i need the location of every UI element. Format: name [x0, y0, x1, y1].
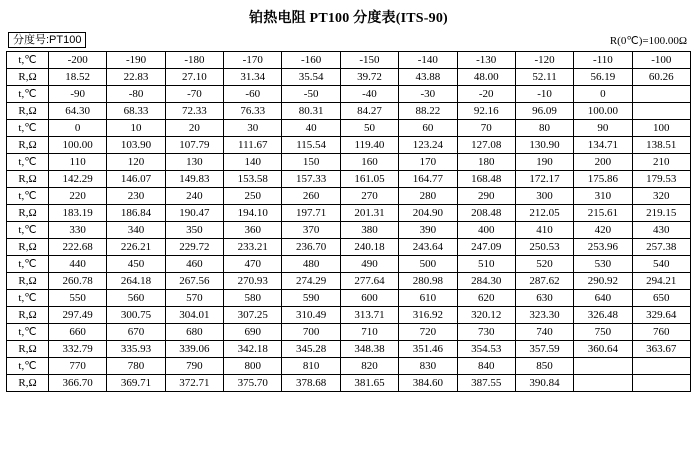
resistance-cell: 375.70 [224, 375, 282, 392]
temperature-cell: 500 [399, 256, 457, 273]
temperature-cell: 800 [224, 358, 282, 375]
table-row [7, 171, 691, 188]
table-row [7, 375, 691, 392]
row-label-resistance: R,Ω [7, 171, 49, 188]
resistance-cell: 183.19 [49, 205, 107, 222]
temperature-cell: -200 [49, 52, 107, 69]
resistance-cell: 222.68 [49, 239, 107, 256]
resistance-cell: 190.47 [165, 205, 223, 222]
resistance-cell: 157.33 [282, 171, 340, 188]
row-label-temperature: t,℃ [7, 188, 49, 205]
resistance-cell: 186.84 [107, 205, 165, 222]
resistance-cell: 287.62 [515, 273, 573, 290]
resistance-cell [632, 103, 690, 120]
resistance-cell: 60.26 [632, 69, 690, 86]
temperature-cell: 540 [632, 256, 690, 273]
resistance-cell: 22.83 [107, 69, 165, 86]
resistance-cell: 52.11 [515, 69, 573, 86]
temperature-cell: 680 [165, 324, 223, 341]
temperature-cell: 730 [457, 324, 515, 341]
temperature-cell: 810 [282, 358, 340, 375]
temperature-cell: 10 [107, 120, 165, 137]
row-label-temperature: t,℃ [7, 358, 49, 375]
temperature-cell: -50 [282, 86, 340, 103]
row-label-resistance: R,Ω [7, 375, 49, 392]
resistance-cell: 297.49 [49, 307, 107, 324]
resistance-cell: 381.65 [340, 375, 398, 392]
resistance-cell: 100.00 [574, 103, 632, 120]
resistance-cell: 35.54 [282, 69, 340, 86]
temperature-cell: 390 [399, 222, 457, 239]
row-label-resistance: R,Ω [7, 307, 49, 324]
temperature-cell: 360 [224, 222, 282, 239]
temperature-cell: 380 [340, 222, 398, 239]
resistance-cell: 48.00 [457, 69, 515, 86]
resistance-cell: 351.46 [399, 341, 457, 358]
temperature-cell: 350 [165, 222, 223, 239]
temperature-cell: 560 [107, 290, 165, 307]
temperature-cell: 760 [632, 324, 690, 341]
resistance-cell: 219.15 [632, 205, 690, 222]
temperature-cell: 290 [457, 188, 515, 205]
temperature-cell: 550 [49, 290, 107, 307]
resistance-cell: 123.24 [399, 137, 457, 154]
temperature-cell: -40 [340, 86, 398, 103]
temperature-cell: -60 [224, 86, 282, 103]
temperature-cell: 450 [107, 256, 165, 273]
temperature-cell: 410 [515, 222, 573, 239]
resistance-cell: 304.01 [165, 307, 223, 324]
resistance-cell: 390.84 [515, 375, 573, 392]
resistance-cell: 348.38 [340, 341, 398, 358]
resistance-cell: 64.30 [49, 103, 107, 120]
row-label-resistance: R,Ω [7, 137, 49, 154]
temperature-cell: 310 [574, 188, 632, 205]
temperature-cell: 660 [49, 324, 107, 341]
temperature-cell: 370 [282, 222, 340, 239]
resistance-cell: 96.09 [515, 103, 573, 120]
temperature-cell: 0 [49, 120, 107, 137]
table-row [7, 239, 691, 256]
resistance-cell: 326.48 [574, 307, 632, 324]
resistance-cell: 142.29 [49, 171, 107, 188]
temperature-cell: -10 [515, 86, 573, 103]
resistance-cell: 264.18 [107, 273, 165, 290]
resistance-cell: 316.92 [399, 307, 457, 324]
temperature-cell: 850 [515, 358, 573, 375]
temperature-cell: 440 [49, 256, 107, 273]
resistance-cell: 363.67 [632, 341, 690, 358]
resistance-cell: 119.40 [340, 137, 398, 154]
temperature-cell: 470 [224, 256, 282, 273]
resistance-cell: 88.22 [399, 103, 457, 120]
resistance-cell: 72.33 [165, 103, 223, 120]
row-label-resistance: R,Ω [7, 239, 49, 256]
temperature-cell: 280 [399, 188, 457, 205]
table-row [7, 86, 691, 103]
temperature-cell: 120 [107, 154, 165, 171]
pt100-resistance-table [6, 51, 691, 392]
resistance-cell: 253.96 [574, 239, 632, 256]
temperature-cell: -170 [224, 52, 282, 69]
resistance-cell: 212.05 [515, 205, 573, 222]
page-title: 铂热电阻 PT100 分度表(ITS-90) [249, 11, 448, 26]
resistance-cell: 197.71 [282, 205, 340, 222]
temperature-cell: 600 [340, 290, 398, 307]
temperature-cell: 430 [632, 222, 690, 239]
temperature-cell: 570 [165, 290, 223, 307]
resistance-cell: 68.33 [107, 103, 165, 120]
temperature-cell: 50 [340, 120, 398, 137]
resistance-cell: 270.93 [224, 273, 282, 290]
resistance-cell: 194.10 [224, 205, 282, 222]
temperature-cell: 720 [399, 324, 457, 341]
resistance-cell: 360.64 [574, 341, 632, 358]
temperature-cell: 260 [282, 188, 340, 205]
resistance-cell: 323.30 [515, 307, 573, 324]
resistance-cell: 149.83 [165, 171, 223, 188]
temperature-cell: 700 [282, 324, 340, 341]
resistance-cell: 387.55 [457, 375, 515, 392]
resistance-cell: 226.21 [107, 239, 165, 256]
resistance-cell: 229.72 [165, 239, 223, 256]
row-label-temperature: t,℃ [7, 86, 49, 103]
resistance-cell: 357.59 [515, 341, 573, 358]
row-label-temperature: t,℃ [7, 256, 49, 273]
temperature-cell: 250 [224, 188, 282, 205]
resistance-cell: 201.31 [340, 205, 398, 222]
temperature-cell: 210 [632, 154, 690, 171]
temperature-cell [574, 358, 632, 375]
table-row [7, 137, 691, 154]
resistance-cell [632, 375, 690, 392]
resistance-cell: 31.34 [224, 69, 282, 86]
row-label-temperature: t,℃ [7, 290, 49, 307]
temperature-cell: 70 [457, 120, 515, 137]
resistance-cell: 339.06 [165, 341, 223, 358]
temperature-cell: -20 [457, 86, 515, 103]
temperature-cell: 710 [340, 324, 398, 341]
resistance-cell: 103.90 [107, 137, 165, 154]
resistance-cell: 172.17 [515, 171, 573, 188]
resistance-cell: 164.77 [399, 171, 457, 188]
temperature-cell: 580 [224, 290, 282, 307]
temperature-cell: 650 [632, 290, 690, 307]
resistance-cell: 300.75 [107, 307, 165, 324]
table-row [7, 103, 691, 120]
table-row [7, 52, 691, 69]
resistance-cell: 111.67 [224, 137, 282, 154]
temperature-cell: 220 [49, 188, 107, 205]
resistance-cell: 354.53 [457, 341, 515, 358]
temperature-cell: 30 [224, 120, 282, 137]
temperature-cell: 200 [574, 154, 632, 171]
resistance-cell: 267.56 [165, 273, 223, 290]
temperature-cell: -190 [107, 52, 165, 69]
table-row [7, 154, 691, 171]
table-row [7, 324, 691, 341]
resistance-cell: 127.08 [457, 137, 515, 154]
temperature-cell: 60 [399, 120, 457, 137]
temperature-cell: 790 [165, 358, 223, 375]
resistance-cell: 284.30 [457, 273, 515, 290]
row-label-temperature: t,℃ [7, 154, 49, 171]
resistance-cell: 80.31 [282, 103, 340, 120]
temperature-cell: 840 [457, 358, 515, 375]
temperature-cell [632, 358, 690, 375]
temperature-cell: 740 [515, 324, 573, 341]
temperature-cell: 80 [515, 120, 573, 137]
resistance-cell: 313.71 [340, 307, 398, 324]
temperature-cell: 510 [457, 256, 515, 273]
resistance-cell: 329.64 [632, 307, 690, 324]
temperature-cell: 180 [457, 154, 515, 171]
resistance-cell: 332.79 [49, 341, 107, 358]
temperature-cell: 490 [340, 256, 398, 273]
row-label-temperature: t,℃ [7, 120, 49, 137]
resistance-cell: 18.52 [49, 69, 107, 86]
temperature-cell: -180 [165, 52, 223, 69]
resistance-cell: 260.78 [49, 273, 107, 290]
temperature-cell: 150 [282, 154, 340, 171]
resistance-cell: 115.54 [282, 137, 340, 154]
table-row [7, 307, 691, 324]
temperature-cell: 590 [282, 290, 340, 307]
resistance-cell: 153.58 [224, 171, 282, 188]
resistance-cell: 274.29 [282, 273, 340, 290]
temperature-cell: 820 [340, 358, 398, 375]
row-label-resistance: R,Ω [7, 205, 49, 222]
resistance-cell: 310.49 [282, 307, 340, 324]
temperature-cell: 630 [515, 290, 573, 307]
resistance-cell: 280.98 [399, 273, 457, 290]
resistance-cell: 384.60 [399, 375, 457, 392]
temperature-cell: 90 [574, 120, 632, 137]
subheader [8, 32, 689, 48]
resistance-cell: 307.25 [224, 307, 282, 324]
temperature-cell: 0 [574, 86, 632, 103]
table-row [7, 222, 691, 239]
resistance-cell: 366.70 [49, 375, 107, 392]
resistance-cell: 290.92 [574, 273, 632, 290]
temperature-cell: 110 [49, 154, 107, 171]
grade-code-label: 分度号:PT100 [8, 32, 86, 48]
temperature-cell: 170 [399, 154, 457, 171]
resistance-cell: 320.12 [457, 307, 515, 324]
temperature-cell: 770 [49, 358, 107, 375]
resistance-cell: 208.48 [457, 205, 515, 222]
resistance-cell: 168.48 [457, 171, 515, 188]
resistance-cell: 240.18 [340, 239, 398, 256]
resistance-cell: 56.19 [574, 69, 632, 86]
row-label-resistance: R,Ω [7, 273, 49, 290]
temperature-cell: 420 [574, 222, 632, 239]
temperature-cell: -130 [457, 52, 515, 69]
temperature-cell: 100 [632, 120, 690, 137]
resistance-cell: 215.61 [574, 205, 632, 222]
resistance-cell: 161.05 [340, 171, 398, 188]
resistance-cell: 345.28 [282, 341, 340, 358]
temperature-cell: 620 [457, 290, 515, 307]
table-row [7, 341, 691, 358]
resistance-cell: 247.09 [457, 239, 515, 256]
temperature-cell: 320 [632, 188, 690, 205]
temperature-cell: 610 [399, 290, 457, 307]
temperature-cell: 230 [107, 188, 165, 205]
table-row [7, 120, 691, 137]
resistance-cell: 257.38 [632, 239, 690, 256]
resistance-cell: 243.64 [399, 239, 457, 256]
resistance-cell [574, 375, 632, 392]
row-label-resistance: R,Ω [7, 69, 49, 86]
temperature-cell: 750 [574, 324, 632, 341]
temperature-cell: -140 [399, 52, 457, 69]
temperature-cell: 20 [165, 120, 223, 137]
temperature-cell: 130 [165, 154, 223, 171]
resistance-cell: 100.00 [49, 137, 107, 154]
temperature-cell: -150 [340, 52, 398, 69]
nominal-resistance-label: R(0℃)=100.00Ω [609, 34, 687, 47]
temperature-cell: -110 [574, 52, 632, 69]
resistance-cell: 134.71 [574, 137, 632, 154]
resistance-cell: 130.90 [515, 137, 573, 154]
table-row [7, 188, 691, 205]
resistance-cell: 76.33 [224, 103, 282, 120]
temperature-cell: 240 [165, 188, 223, 205]
temperature-cell: 670 [107, 324, 165, 341]
temperature-cell: 480 [282, 256, 340, 273]
temperature-cell: -100 [632, 52, 690, 69]
table-row [7, 273, 691, 290]
temperature-cell: -120 [515, 52, 573, 69]
resistance-cell: 294.21 [632, 273, 690, 290]
table-row [7, 69, 691, 86]
temperature-cell: 640 [574, 290, 632, 307]
temperature-cell [632, 86, 690, 103]
resistance-cell: 175.86 [574, 171, 632, 188]
row-label-temperature: t,℃ [7, 52, 49, 69]
resistance-cell: 92.16 [457, 103, 515, 120]
table-row [7, 205, 691, 222]
row-label-resistance: R,Ω [7, 341, 49, 358]
temperature-cell: -80 [107, 86, 165, 103]
row-label-resistance: R,Ω [7, 103, 49, 120]
temperature-cell: 520 [515, 256, 573, 273]
resistance-cell: 335.93 [107, 341, 165, 358]
temperature-cell: -90 [49, 86, 107, 103]
table-row [7, 290, 691, 307]
temperature-cell: 330 [49, 222, 107, 239]
resistance-cell: 342.18 [224, 341, 282, 358]
table-row [7, 256, 691, 273]
temperature-cell: -70 [165, 86, 223, 103]
resistance-cell: 372.71 [165, 375, 223, 392]
temperature-cell: 190 [515, 154, 573, 171]
temperature-cell: 160 [340, 154, 398, 171]
temperature-cell: 460 [165, 256, 223, 273]
row-label-temperature: t,℃ [7, 222, 49, 239]
resistance-cell: 179.53 [632, 171, 690, 188]
temperature-cell: 690 [224, 324, 282, 341]
resistance-cell: 277.64 [340, 273, 398, 290]
resistance-cell: 84.27 [340, 103, 398, 120]
temperature-cell: -30 [399, 86, 457, 103]
row-label-temperature: t,℃ [7, 324, 49, 341]
temperature-cell: 300 [515, 188, 573, 205]
resistance-cell: 233.21 [224, 239, 282, 256]
resistance-cell: 204.90 [399, 205, 457, 222]
temperature-cell: 830 [399, 358, 457, 375]
resistance-cell: 250.53 [515, 239, 573, 256]
resistance-cell: 138.51 [632, 137, 690, 154]
temperature-cell: 530 [574, 256, 632, 273]
temperature-cell: -160 [282, 52, 340, 69]
table-row [7, 358, 691, 375]
temperature-cell: 780 [107, 358, 165, 375]
temperature-cell: 270 [340, 188, 398, 205]
resistance-cell: 39.72 [340, 69, 398, 86]
resistance-cell: 27.10 [165, 69, 223, 86]
resistance-cell: 43.88 [399, 69, 457, 86]
resistance-cell: 107.79 [165, 137, 223, 154]
resistance-cell: 378.68 [282, 375, 340, 392]
temperature-cell: 140 [224, 154, 282, 171]
resistance-cell: 369.71 [107, 375, 165, 392]
temperature-cell: 340 [107, 222, 165, 239]
temperature-cell: 40 [282, 120, 340, 137]
resistance-cell: 236.70 [282, 239, 340, 256]
resistance-cell: 146.07 [107, 171, 165, 188]
temperature-cell: 400 [457, 222, 515, 239]
